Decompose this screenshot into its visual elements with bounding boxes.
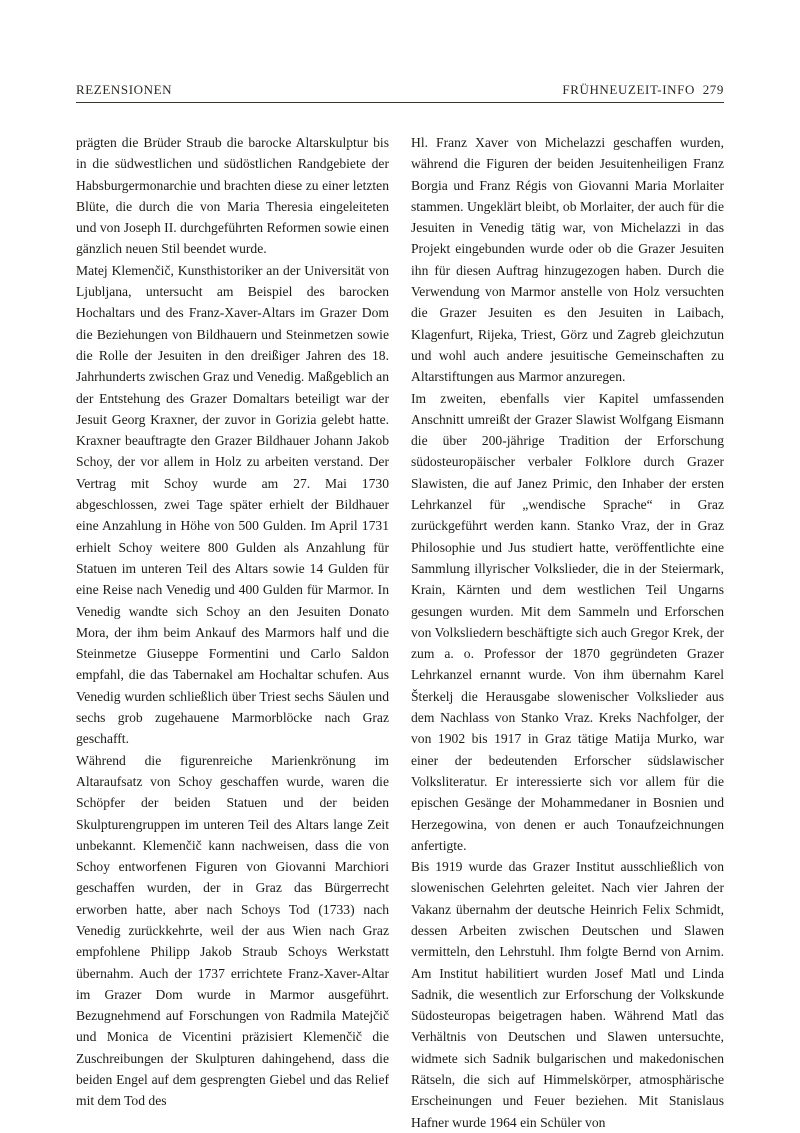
left-column	[76, 132, 389, 1112]
page-number: 279	[702, 82, 724, 97]
paragraph: Hl. Franz Xaver von Michelazzi geschaffen wurden, während die Figuren der beiden Jesuitenheiligen Franz Borgia und Franz Régis von Giovanni Maria Morlaiter stammen. Ungeklärt bleibt, ob Morlaiter, der auch für die Jesuiten in Venedig tätig war, von Michelazzi in das Projekt eingebunden wurde oder ob die Grazer Jesuiten ihn für diesen Auftrag hinzugezogen haben. Durch die Verwendung von Marmor anstelle von Holz versuchten die Grazer Jesuiten es den Jesuiten in Laibach, Klagenfurt, Rijeka, Triest, Görz und Zagreb gleichzutun und wohl auch andere jesuitische Gemeinschaften zu Altarstiftungen aus Marmor anzuregen.	[411, 135, 724, 385]
paragraph: Bis 1919 wurde das Grazer Institut ausschließlich von slowenischen Gelehrten geleitet. Nach vier Jahren der Vakanz übernahm der deutsche Heinrich Felix Schmidt, dessen Arbeiten zwischen Deutschen und Slawen vermitteln, den Lehrstuhl. Ihm folgte Bernd von Arnim. Am Institut habilitiert wurden Josef Matl und Linda Sadnik, die wesentlich zur Erforschung der Volkskunde Südosteuropas beigetragen haben. Während Matl das Verhältnis von Deutschen und Slawen untersuchte, widmete sich Sadnik bulgarischen und makedonischen Rätseln, die sich auf Himmelskörper, atmosphärische Erscheinungen und Feuer beziehen. Mit Stanislaus Hafner wurde 1964 ein Schüler von	[411, 859, 724, 1130]
section-title: REZENSIONEN	[76, 82, 173, 97]
header-rule	[76, 102, 724, 103]
paragraph: Matej Klemenčič, Kunsthistoriker an der Universität von Ljubljana, untersucht am Beispiel des barocken Hochaltars und des Franz-Xaver-Altars im Grazer Dom die Beziehungen von Bildhauern und Steinmetzen sowie die Rolle der Jesuiten in den dreißiger Jahren des 18. Jahrhunderts zwischen Graz und Venedig. Maßgeblich an der Entstehung des Grazer Domaltars beteiligt war der Jesuit Georg Kraxner, der zuvor in Gorizia gelebt hatte. Kraxner beauftragte den Grazer Bildhauer Johann Jakob Schoy, der vor allem in Holz zu arbeiten verstand. Der Vertrag mit Schoy wurde am 27. Mai 1730 abgeschlossen, zwei Tage später erhielt der Bildhauer eine Anzahlung in Höhe von 500 Gulden. Im April 1731 erhielt Schoy weitere 800 Gulden als Anzahlung für Statuen im unteren Teil des Altars sowie 14 Gulden für eine Reise nach Venedig und 400 Gulden für Marmor. In Venedig wandte sich Schoy an den Jesuiten Donato Mora, der ihm beim Ankauf des Marmors half und die Steinmetze Giuseppe Formentini und Carlo Saldon empfahl, die das Tabernakel am Hochaltar schufen. Aus Venedig wurden schließlich über Triest sechs Säulen und sechs grob zugehauene Marmorblöcke nach Graz geschafft.	[76, 262, 389, 747]
paragraph: Während die figurenreiche Marienkrönung im Altaraufsatz von Schoy geschaffen wurde, waren die Schöpfer der beiden Statuen und der beiden Skulpturengruppen im unteren Teil des Altars lange Zeit unbekannt. Klemenčič kann nachweisen, dass die von Schoy entworfenen Figuren von Giovanni Marchiori geschaffen wurden, der in Graz das Bürgerrecht erworben hatte, aber nach Schoys Tod (1733) nach Venedig zurückkehrte, weil der aus Wien nach Graz empfohlene Philipp Jakob Straub Schoys Werkstatt übernahm. Auch der 1737 errichtete Franz-Xaver-Altar im Grazer Dom wurde in Marmor ausgeführt. Bezugnehmend auf Forschungen von Radmila Matejčič und Monica de Vicentini präzisiert Klemenčič die Zuschreibungen der Skulpturen dahingehend, dass die beiden Engel auf dem gesprengten Giebel und das Relief mit dem Tod des	[76, 752, 389, 1109]
right-column	[411, 132, 724, 1133]
journal-title: FRÜHNEUZEIT-INFO	[562, 82, 695, 97]
paragraph: prägten die Brüder Straub die barocke Altarskulptur bis in die südwestlichen und südöstlichen Randgebiete der Habsburgermonarchie und brachten diese zu einer letzten Blüte, die durch die von Maria Theresia eingeleiteten und von Joseph II. durchgeführten Reformen sowie einen gänzlich neuen Stil beendet wurde.	[76, 135, 389, 257]
running-head	[76, 82, 724, 98]
paragraph: Im zweiten, ebenfalls vier Kapitel umfassenden Anschnitt umreißt der Grazer Slawist Wolfgang Eismann die über 200-jährige Tradition der Erforschung südosteuropäischer verbaler Folklore durch Grazer Slawisten, die auf Janez Primic, den Inhaber der ersten Lehrkanzel für „wendische Sprache“ in Graz zurückgeführt werden kann. Stanko Vraz, der in Graz Philosophie und Jus studiert hatte, veröffentlichte eine Sammlung illyrischer Volkslieder, die in der Steiermark, Krain, Kärnten und dem westlichen Teil Ungarns gesungen wurden. Mit dem Sammeln und Erforschen von Volksliedern beschäftigte sich auch Gregor Krek, der zum a. o. Professor der 1870 gegründeten Grazer Lehrkanzel ernannt wurde. Von ihm übernahm Karel Šterkelj die Herausgabe slowenischer Volkslieder aus dem Nachlass von Stanko Vraz. Kreks Nachfolger, der von 1902 bis 1917 in Graz tätige Matija Murko, war einer der bedeutenden Erforscher südslawischer Volksliteratur. Er interessierte sich vor allem für die epischen Gesänge der Mohammedaner in Bosnien und Herzegowina, von denen er auch Tonaufzeichnungen anfertigte.	[411, 390, 724, 853]
journal-title-and-page	[562, 82, 724, 98]
